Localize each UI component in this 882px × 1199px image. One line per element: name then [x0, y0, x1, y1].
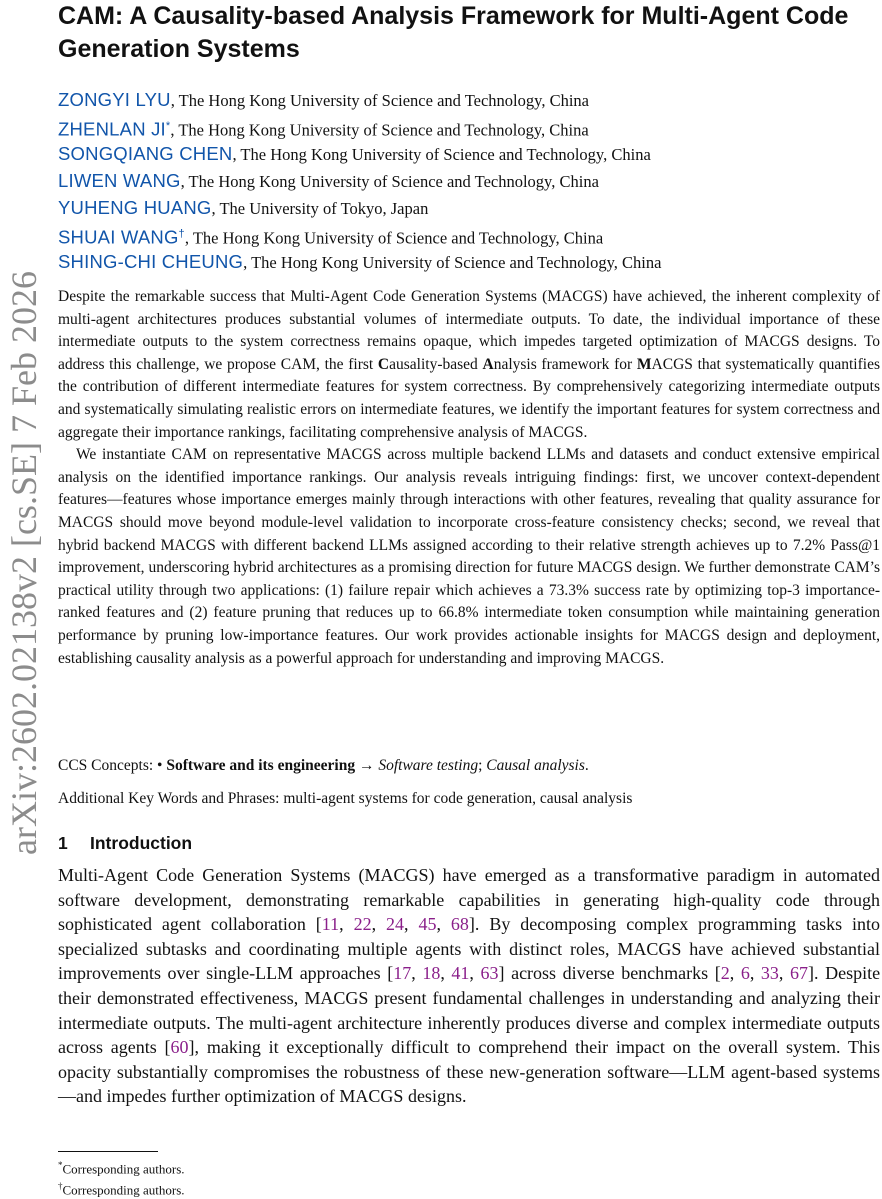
- author-affiliation: , The Hong Kong University of Science and Technology, China: [170, 91, 589, 110]
- abstract: [58, 286, 880, 670]
- author-affiliation: , The University of Tokyo, Japan: [211, 199, 429, 218]
- author-mark: †: [178, 228, 185, 240]
- citation-link[interactable]: 2: [720, 963, 730, 984]
- citation-link[interactable]: 41: [451, 963, 470, 984]
- abstract-text: nalysis framework for: [493, 355, 637, 373]
- citation-link[interactable]: 22: [353, 914, 372, 935]
- abstract-text: Despite the remarkable success that Multi-Agent Code Generation Systems (MACGS) have achieved, the inherent complexity of multi-agent architectures produces substantial volumes of intermediate outputs. To date, the individual importance of these intermediate outputs to the system correctness remains opaque, which impedes targeted optimization of MACGS designs. To address this challenge, we propose CAM, the first: [58, 288, 880, 373]
- citation-link[interactable]: 33: [760, 963, 779, 984]
- ccs-concept: Software testing: [378, 757, 479, 774]
- author-entry: [58, 86, 880, 113]
- author-affiliation: , The Hong Kong University of Science and Technology, China: [232, 145, 651, 164]
- footnote: [58, 1156, 185, 1178]
- author-entry: [58, 248, 880, 275]
- citation-link[interactable]: 6: [740, 963, 750, 984]
- citation-link[interactable]: 11: [321, 914, 340, 935]
- ccs-label: CCS Concepts: •: [58, 757, 167, 774]
- author-mark: *: [165, 120, 171, 132]
- intro-paragraph: Multi-Agent Code Generation Systems (MACGS) have emerged as a transformative paradigm in automated software development, demonstrating remarkable capabilities in generating high-quality code through sophisticated agent collaboration [11, 22, 24, 45, 68]. By decomposing complex programming tasks into specialized subtasks and coordinating multiple agents with distinct roles, MACGS have achieved substantial improvements over single-LLM approaches [17, 18, 41, 63] across diverse benchmarks [2, 6, 33, 67]. Despite their demonstrated effectiveness, MACGS present fundamental challenges in understanding and analyzing their intermediate outputs. The multi-agent architecture inherently produces diverse and complex intermediate outputs across agents [60], making it exceptionally difficult to comprehend their impact on the overall system. This opacity substantially compromises the robustness of these new-generation software—LLM agent-based systems—and impedes further optimization of MACGS designs.: [58, 865, 881, 1107]
- citation-link[interactable]: 45: [418, 914, 437, 935]
- intro-text: ]. Despite their demonstrated effectiveness, MACGS present fundamental challenges in understanding and analyzing their intermediate outputs. The multi-agent architecture inherently produces diverse and complex intermediate outputs across agents [: [58, 963, 881, 1058]
- author-name[interactable]: ZHENLAN JI: [58, 118, 166, 140]
- acronym-letter-a: A: [482, 355, 494, 373]
- author-name[interactable]: LIWEN WANG: [58, 170, 181, 191]
- footnote-text: Corresponding authors.: [62, 1161, 185, 1177]
- author-name[interactable]: SHING-CHI CHEUNG: [58, 251, 244, 272]
- section-heading: [58, 831, 192, 855]
- abstract-paragraph-1: [58, 286, 880, 444]
- author-list: [58, 86, 880, 275]
- ccs-separator: ;: [478, 757, 487, 774]
- ccs-arrow: →: [355, 757, 379, 774]
- author-affiliation: , The Hong Kong University of Science and Technology, China: [184, 228, 604, 248]
- footnote-text: Corresponding authors.: [62, 1182, 185, 1198]
- intro-text: ] across diverse benchmarks [: [498, 963, 721, 984]
- section-title: Introduction: [90, 833, 193, 853]
- ccs-concepts: [58, 755, 880, 777]
- section-number: 1: [58, 833, 68, 853]
- author-entry: [58, 194, 880, 221]
- intro-text: ]. By decomposing complex programming tasks into specialized subtasks and coordinating multiple agents with distinct roles, MACGS have achieved substantial improvements over single-LLM approaches [: [58, 914, 881, 984]
- keywords: Additional Key Words and Phrases: multi-agent systems for code generation, causal analysis: [58, 790, 633, 807]
- ccs-concept: Causal analysis: [486, 757, 585, 774]
- author-affiliation: , The Hong Kong University of Science and Technology, China: [243, 253, 662, 272]
- footnote-rule: [58, 1151, 158, 1152]
- author-name[interactable]: ZONGYI LYU: [58, 89, 171, 110]
- abstract-text: ACGS that systematically quantifies the contribution of different intermediate features for system correctness. By comprehensively categorizing intermediate outputs and systematically simulating realistic errors on intermediate features, we identify the important features for system correctness and aggregate their importance rankings, facilitating comprehensive analysis of MACGS.: [58, 355, 880, 441]
- ccs-category: Software and its engineering: [166, 757, 356, 774]
- footnote-mark: †: [58, 1181, 63, 1191]
- citation-link[interactable]: 18: [422, 963, 441, 984]
- citation-link[interactable]: 67: [790, 963, 809, 984]
- author-entry: [58, 167, 880, 194]
- abstract-paragraph-2: We instantiate CAM on representative MACGS across multiple backend LLMs and datasets and conduct extensive empirical analysis on the identified importance rankings. Our analysis reveals intriguing findings: first, we uncover context-dependent features—features whose importance emerges mainly through interactions with other features, revealing that quality assurance for MACGS should move beyond module-level validation to incorporate cross-feature consistency checks; second, we reveal that hybrid backend MACGS with different backend LLMs assigned according to their relative strength achieves up to 7.2% Pass@1 improvement, underscoring hybrid architectures as a promising direction for future MACGS design. We further demonstrate CAM’s practical utility through two applications: (1) failure repair which achieves a 73.3% success rate by optimizing top-3 importance-ranked features and (2) feature pruning that reduces up to 66.8% intermediate token consumption while maintaining generation performance by pruning low-importance features. Our work provides actionable insights for MACGS design and deployment, establishing causality analysis as a powerful approach for understanding and improving MACGS.: [58, 446, 880, 667]
- author-affiliation: , The Hong Kong University of Science and Technology, China: [170, 120, 589, 140]
- citation-link[interactable]: 24: [386, 914, 405, 935]
- citation-link[interactable]: 17: [393, 963, 412, 984]
- footnote: [58, 1177, 185, 1199]
- author-entry: [58, 140, 880, 167]
- intro-text: ], making it exceptionally difficult to comprehend their impact on the overall system. This opacity substantially compromises the robustness of these new-generation software—LLM agent-based systems—and impedes further optimization of MACGS designs.: [58, 1037, 880, 1107]
- acronym-letter-c: C: [377, 355, 390, 373]
- citation-link[interactable]: 63: [480, 963, 499, 984]
- ccs-end: .: [584, 757, 589, 774]
- author-name[interactable]: YUHENG HUANG: [58, 197, 212, 218]
- abstract-text: ausality-based: [389, 355, 483, 373]
- author-entry: [58, 221, 880, 248]
- author-name[interactable]: SHUAI WANG: [58, 226, 179, 248]
- intro-text: Multi-Agent Code Generation Systems (MACGS) have emerged as a transformative paradigm in automated software development, demonstrating remarkable capabilities in generating high-quality code through sophisticated agent collaboration [: [58, 865, 880, 935]
- author-name[interactable]: SONGQIANG CHEN: [58, 143, 233, 164]
- paper-title: CAM: A Causality-based Analysis Framework for Multi-Agent Code Generation Systems: [58, 2, 849, 63]
- footnote-mark: *: [58, 1160, 63, 1170]
- author-entry: [58, 113, 880, 140]
- citation-link[interactable]: 68: [450, 914, 469, 935]
- citation-link[interactable]: 60: [170, 1037, 189, 1058]
- arxiv-identifier: arXiv:2602.02138v2 [cs.SE] 7 Feb 2026: [4, 271, 44, 855]
- author-affiliation: , The Hong Kong University of Science and Technology, China: [180, 172, 599, 191]
- acronym-letter-m: M: [636, 355, 652, 373]
